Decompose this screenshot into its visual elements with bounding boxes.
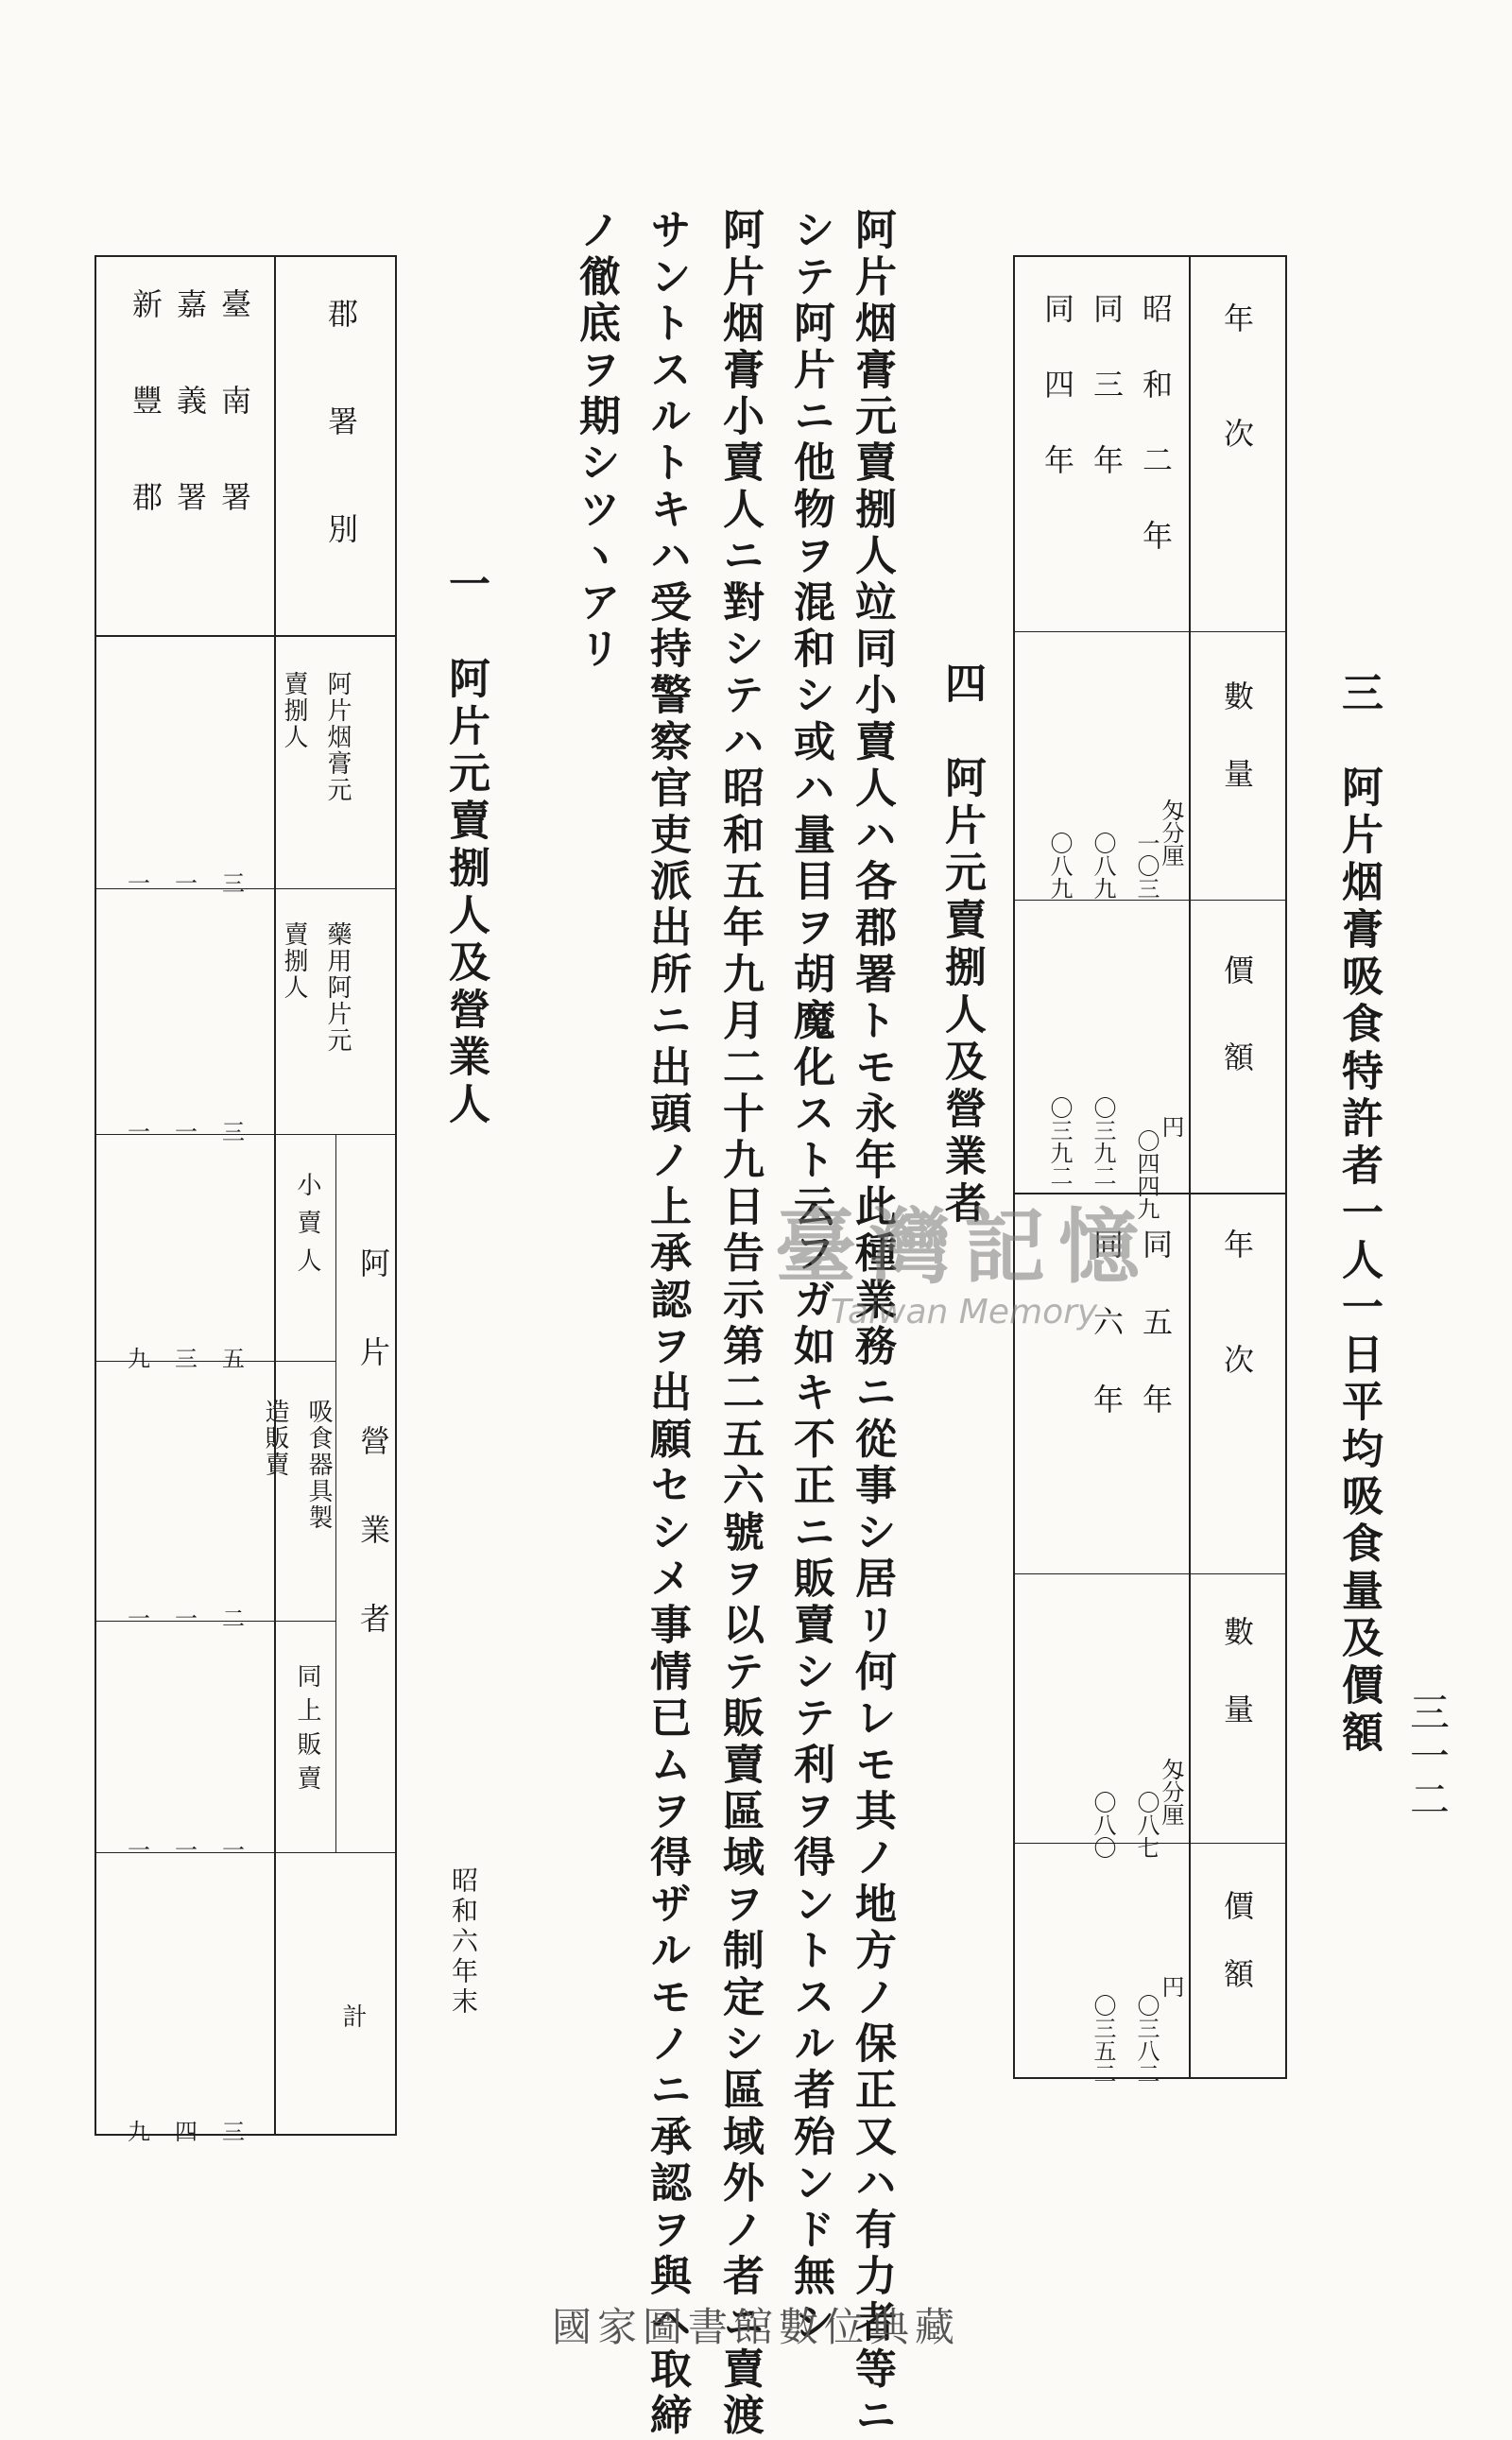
val-c3-r2: 三	[175, 1346, 198, 1372]
section4-heading: 四 阿片元賣捌人及營業者	[937, 662, 986, 1229]
paragraph-line-4: サントスルトキハ受持警察官吏派出所ニ出頭ノ上承認ヲ出願セシメ事情已ムヲ得ザルモノニ承認ヲ與ヘ取締	[643, 208, 691, 2440]
row-xinfeng: 新豐郡	[128, 288, 163, 577]
row-chiayi: 嘉義署	[172, 288, 208, 577]
qty-showa-5: 〇八七	[1133, 1791, 1160, 1859]
year-showa-3: 同三年	[1089, 293, 1125, 520]
year-showa-5: 同五年	[1138, 1229, 1174, 1461]
qty-unit-2: 匁分厘	[1158, 1758, 1184, 1826]
header-price-1: 價額	[1219, 954, 1255, 1128]
qty-showa-4: 〇八九	[1046, 832, 1073, 900]
price-unit: 円	[1158, 1115, 1184, 1138]
price-showa-3: 〇三九二	[1090, 1096, 1116, 1187]
page-number: 三一二	[1404, 1692, 1451, 1822]
col-label-paraphernalia: 吸食器具製造販賣	[261, 1399, 333, 1531]
header-price-2: 價額	[1219, 1890, 1255, 2026]
price-unit-2: 円	[1158, 1975, 1184, 1998]
row-tainan: 臺南署	[216, 288, 252, 577]
val-c2-r1: 三	[222, 1119, 245, 1145]
val-c5-r3: 一	[128, 1837, 150, 1864]
paragraph-line-2: シテ阿片ニ他物ヲ混和シ或ハ量目ヲ胡魔化スト云フガ如キ不正ニ販賣シテ利ヲ得ントスル者殆ンド無シ	[786, 208, 834, 2347]
paragraph-line-5: ノ徹底ヲ期シツヽアリ	[572, 208, 620, 673]
price-showa-4: 〇三九二	[1046, 1096, 1073, 1187]
price-showa-2: 〇四四九	[1133, 1129, 1160, 1220]
val-c4-r2: 一	[175, 1606, 198, 1632]
header-year-1: 年次	[1219, 302, 1255, 533]
val-c4-r3: 一	[128, 1606, 150, 1632]
footer-credit: 國家圖書館數位典藏	[551, 2304, 960, 2350]
header-qty-2: 數量	[1219, 1616, 1255, 1771]
year-showa-4: 同四年	[1040, 293, 1075, 520]
paragraph-line-3: 阿片烟膏小賣人ニ對シテハ昭和五年九月二十九日告示第二五六號ヲ以テ販賣區域ヲ制定シ區域外ノ者ニ賣渡	[715, 208, 764, 2440]
qty-unit: 匁分厘	[1158, 799, 1184, 867]
header-opium-operators: 阿片營業者	[355, 1247, 391, 1692]
col-label-retailer: 小賣人	[293, 1172, 321, 1285]
section3-heading: 三 阿片烟膏吸食特許者一人一日平均吸食量及價額	[1334, 671, 1383, 1758]
val-total-r2: 四	[175, 2119, 198, 2145]
watermark-en: Taiwan Memory	[830, 1293, 1098, 1332]
val-c4-r1: 二	[222, 1606, 245, 1632]
watermark-cjk: 臺灣記憶	[775, 1199, 1153, 1295]
qty-showa-6: 〇八〇	[1090, 1791, 1116, 1859]
val-total-r1: 三	[222, 2119, 245, 2145]
price-showa-5: 〇三八二	[1133, 1994, 1160, 2085]
year-showa-2: 昭和二年	[1138, 293, 1174, 595]
val-c2-r3: 一	[128, 1119, 150, 1145]
header-qty-1: 數量	[1219, 680, 1255, 835]
header-year-2: 年次	[1219, 1229, 1255, 1459]
val-c1-r1: 三	[222, 870, 245, 897]
price-showa-6: 〇三五二	[1090, 1994, 1116, 2085]
val-c3-r1: 五	[222, 1346, 245, 1372]
taiwan-memory-watermark	[775, 1181, 1153, 1332]
val-c5-r1: 一	[222, 1837, 245, 1864]
qty-showa-2: 一〇三	[1133, 832, 1160, 900]
val-c1-r3: 一	[128, 870, 150, 897]
col-label-paraphernalia-sale: 同上販賣	[293, 1663, 321, 1799]
val-c2-r2: 一	[175, 1119, 198, 1145]
header-district: 郡署別	[323, 298, 359, 621]
paragraph-line-1: 阿片烟膏元賣捌人竝同小賣人ハ各郡署トモ永年此種業務ニ從事シ居リ何レモ其ノ地方ノ保正又ハ有力者等ニ	[848, 208, 896, 2440]
val-c3-r3: 九	[128, 1346, 150, 1372]
col-label-wholesale-paste: 阿片烟膏元賣捌人	[280, 671, 352, 803]
val-total-r3: 九	[128, 2119, 150, 2145]
val-c5-r2: 一	[175, 1837, 198, 1864]
subsection1-heading: 一 阿片元賣捌人及營業人	[441, 562, 490, 1129]
year-showa-6: 同六年	[1089, 1229, 1125, 1461]
col-label-wholesale-medical: 藥用阿片元賣捌人	[280, 921, 352, 1054]
qty-showa-3: 〇八九	[1090, 832, 1116, 900]
val-c1-r2: 一	[175, 870, 198, 897]
col-label-total: 計	[338, 2003, 367, 2030]
subsection1-date: 昭和六年末	[448, 1866, 479, 2018]
